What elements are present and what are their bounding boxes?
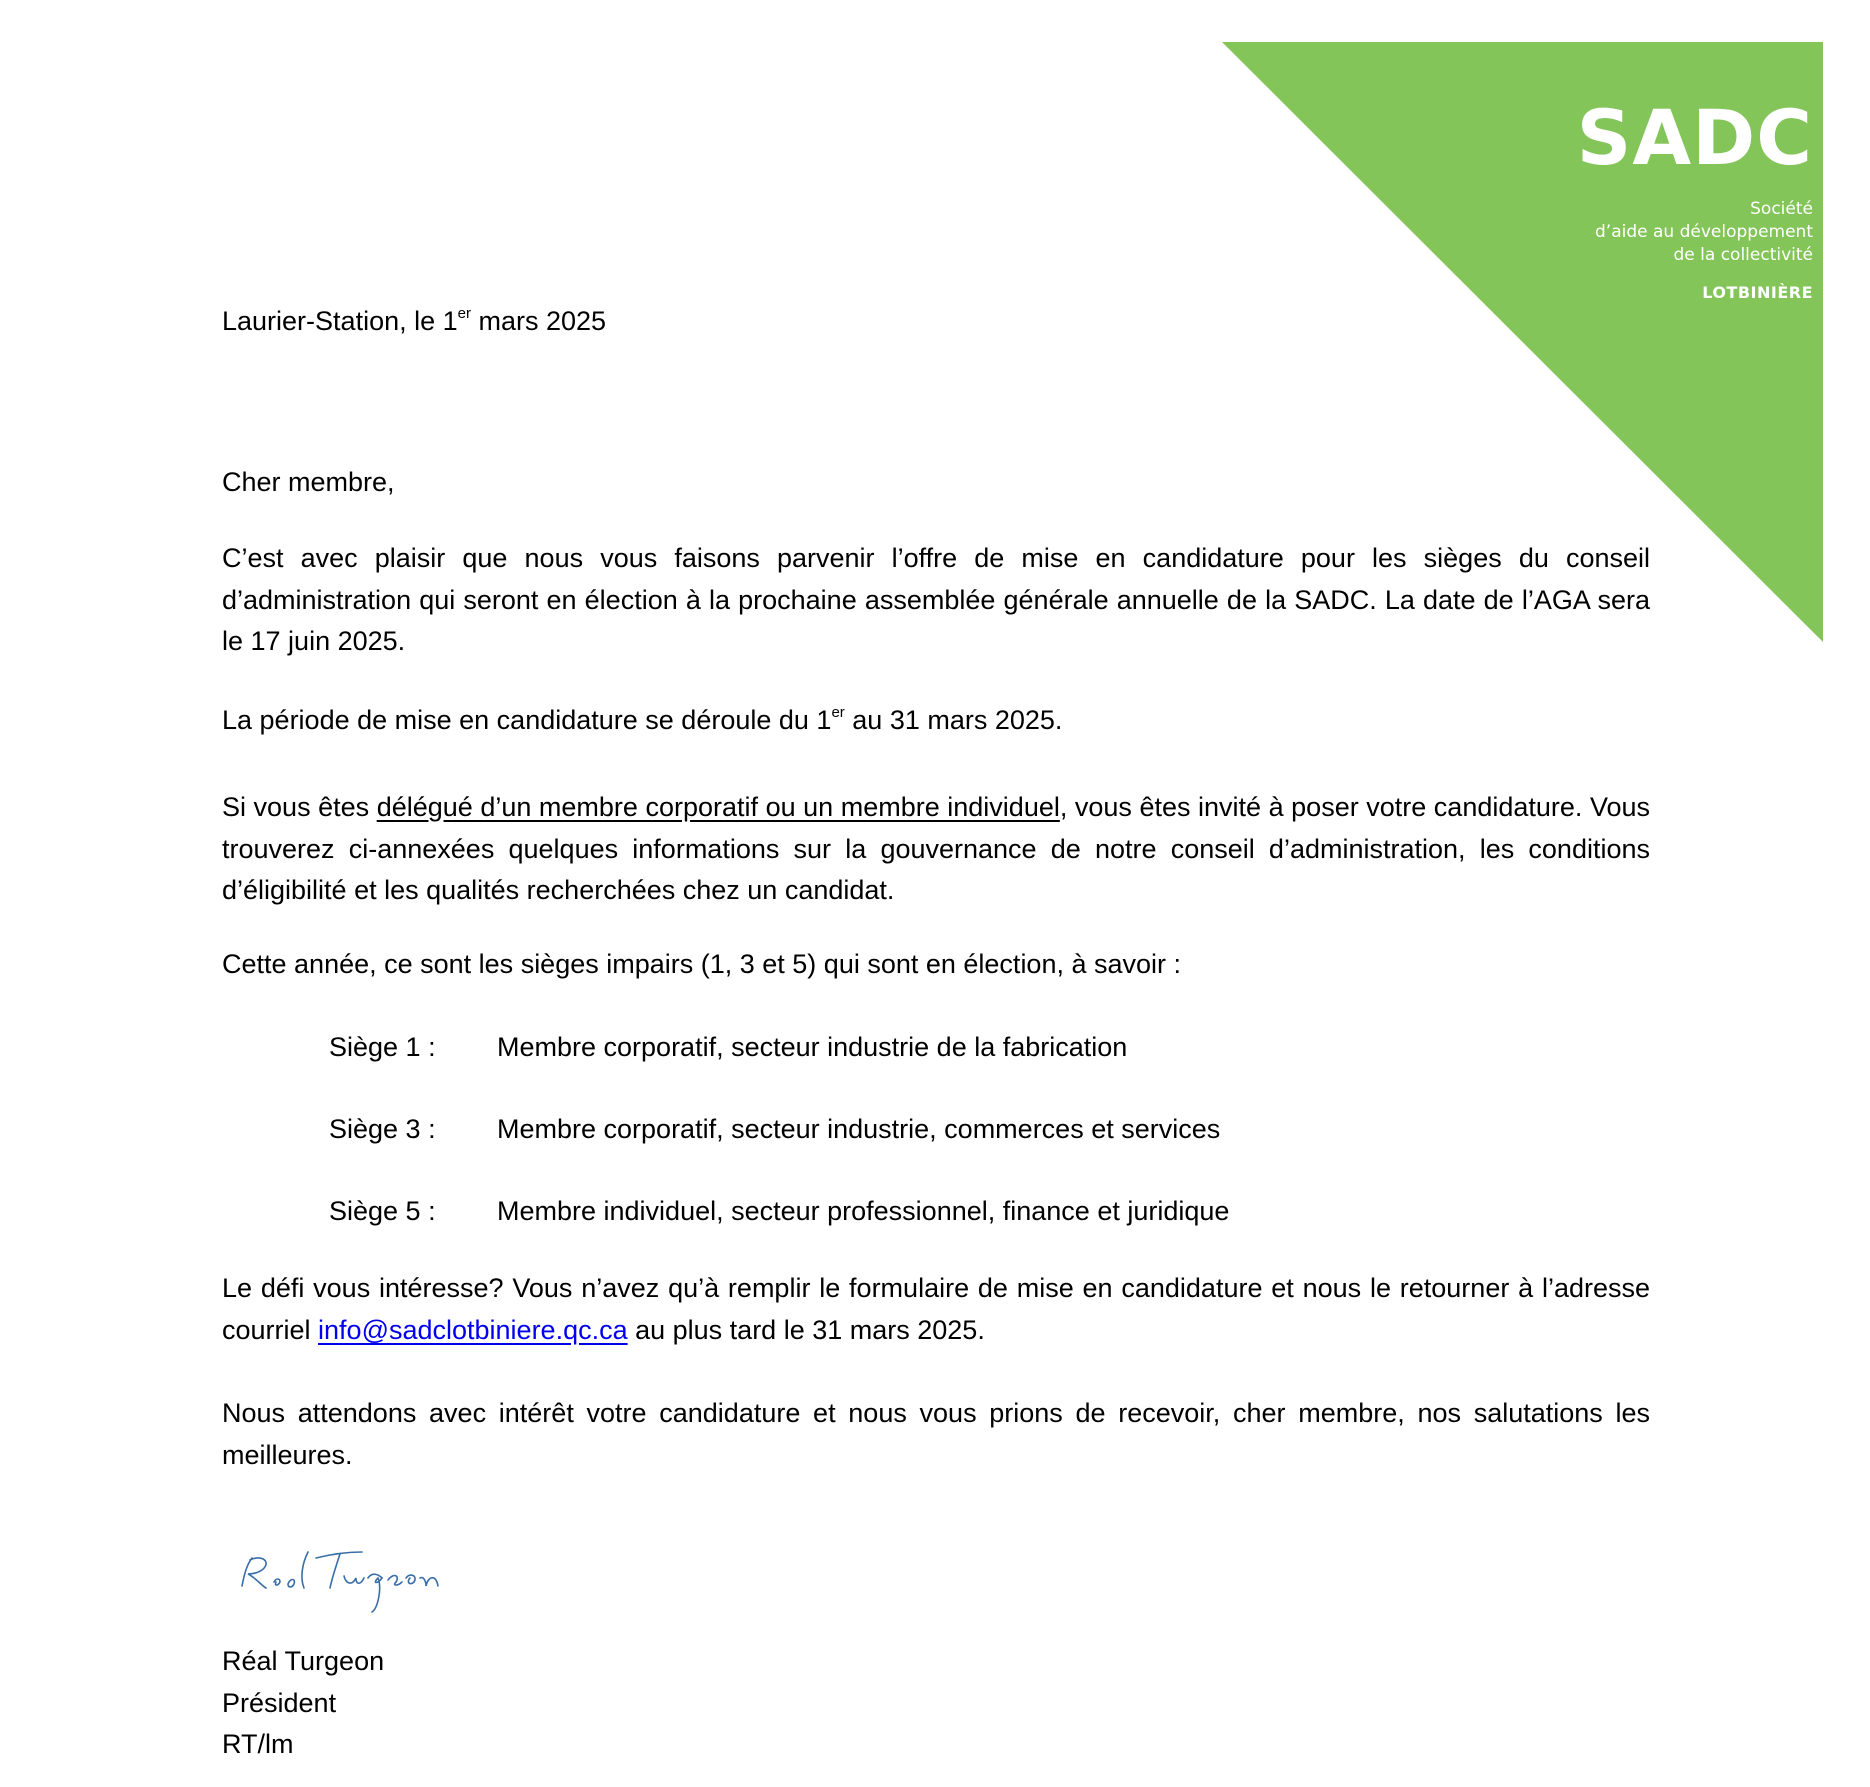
reference-initials: RT/lm [222,1729,294,1759]
seat-label: Siège 1 : [329,1032,436,1062]
place-date-prefix: Laurier-Station, le 1 [222,306,458,336]
eligibility-suffix: , vous êtes invité à poser votre candidature. Vous trouverez ci-annexées quelques informations sur la gouvernance de notre conseil d’administration, les conditions d’éligibilité et les qualités recherchées chez un candidat. [222,792,1651,905]
sadc-logo [1576,93,1813,302]
application-prefix: Le défi vous intéresse? Vous n’avez qu’à remplir le formulaire de mise en candidature et nous le retourner à l’adresse courriel [222,1273,1650,1345]
seat-description: Membre individuel, secteur professionnel, finance et juridique [497,1196,1230,1226]
place-date [222,306,606,336]
place-date-suffix: mars 2025 [470,306,607,336]
application-suffix: au plus tard le 31 mars 2025. [627,1314,985,1345]
logo-subtitle-line: de la collectivité [1673,245,1813,265]
paragraph-period [222,705,1062,735]
superscript: er [831,704,845,721]
logo-subtitle-line: d’aide au développement [1595,222,1813,242]
logo-mark: SADC [1576,93,1813,182]
seat-item [329,1032,1127,1062]
seat-label: Siège 3 : [329,1114,436,1144]
paragraph-intro: C’est avec plaisir que nous vous faisons parvenir l’offre de mise en candidature pour les sièges du conseil d’administration qui seront en élection à la prochaine assemblée générale annuelle de la SADC. La date de l’AGA sera le 17 juin 2025. [222,543,1650,656]
paragraph-closing: Nous attendons avec intérêt votre candidature et nous vous prions de recevoir, cher membre, nos salutations les meilleures. [222,1398,1650,1470]
paragraph-eligibility [222,787,1650,912]
period-suffix: au 31 mars 2025. [844,705,1063,735]
seat-item [329,1196,1229,1226]
greeting: Cher membre, [222,467,395,497]
paragraph-application [222,1268,1650,1351]
paragraph-seats-intro: Cette année, ce sont les sièges impairs (1, 3 et 5) qui sont en élection, à savoir : [222,949,1182,979]
signer-title: Président [222,1688,337,1718]
logo-subtitle-line: Société [1750,199,1813,219]
logo-subtitle [1577,198,1813,267]
seat-description: Membre corporatif, secteur industrie, commerces et services [497,1114,1221,1144]
email-link[interactable]: info@sadclotbiniere.qc.ca [318,1314,628,1345]
eligibility-prefix: Si vous êtes [222,792,377,822]
seat-description: Membre corporatif, secteur industrie de la fabrication [497,1032,1128,1062]
signer-name: Réal Turgeon [222,1646,385,1676]
eligibility-underlined: délégué d’un membre corporatif ou un membre individuel [376,792,1060,822]
superscript: er [457,305,471,322]
handwritten-signature [232,1548,482,1628]
seat-item [329,1114,1220,1144]
period-prefix: La période de mise en candidature se déroule du 1 [222,705,832,735]
seat-label: Siège 5 : [329,1196,436,1226]
logo-region: LOTBINIÈRE [1702,283,1813,302]
